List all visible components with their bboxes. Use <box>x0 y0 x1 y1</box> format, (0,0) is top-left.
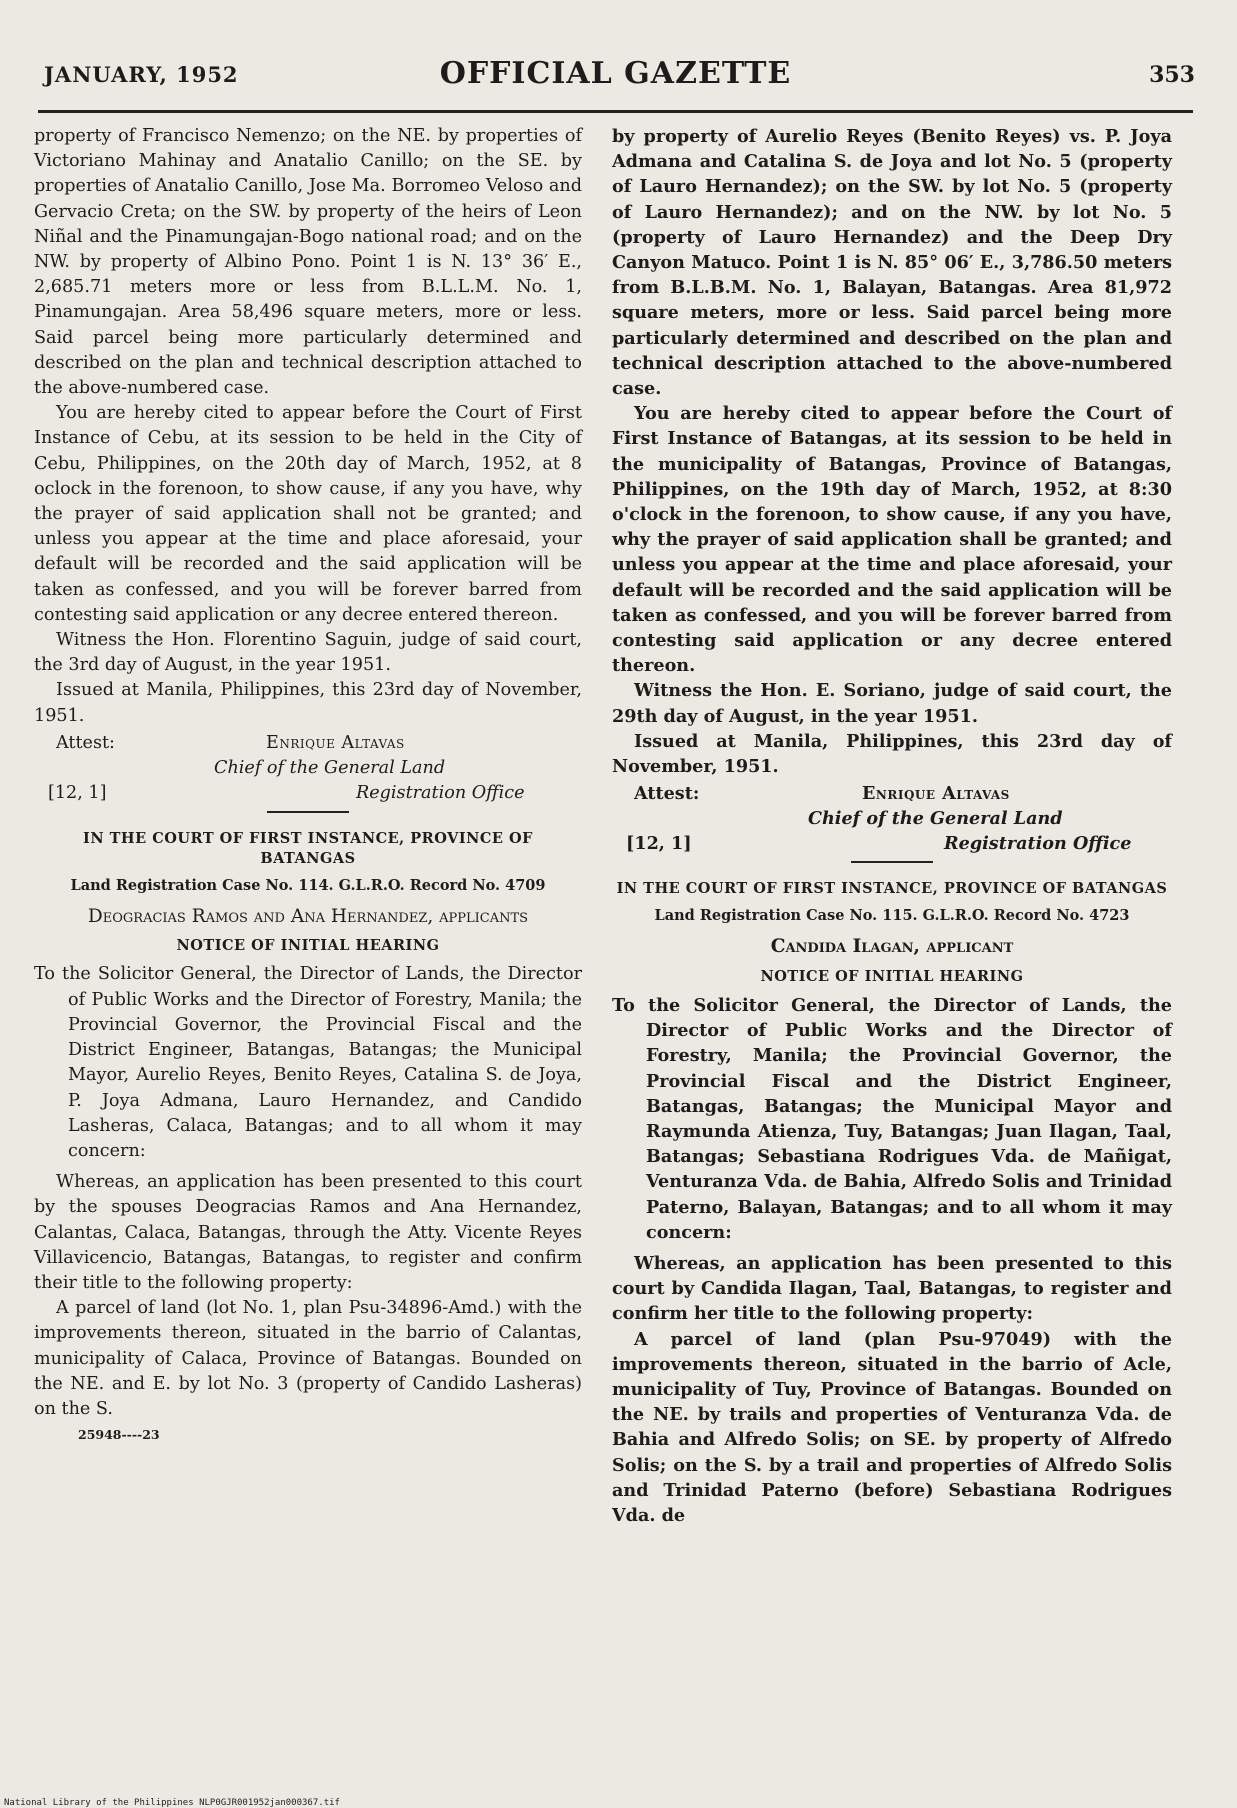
page-header <box>36 52 1195 98</box>
attest-title-line1: Chief of the General Land <box>808 808 1063 830</box>
attest-ref: [12, 1] <box>626 833 692 855</box>
right-attest-block <box>612 781 1172 855</box>
applicants-line: Deogracias Ramos and Ana Hernandez, applicants <box>87 906 529 928</box>
court-heading: IN THE COURT OF FIRST INSTANCE, PROVINCE OF BATANGAS <box>616 880 1168 898</box>
applicant-line: Candida Ilagan, applicant <box>770 936 1014 958</box>
right-para-property: by property of Aurelio Reyes (Benito Reyes) vs. P. Joya Admana and Catalina S. de Joya and lot No. 5 (property of Lauro Hernandez); on the SW. by lot No. 5 (property of Lauro Hernandez); and on the NW. by lot No. 5 (property of Lauro Hernandez) and the Deep Dry Canyon Matuco. Point 1 is N. 85° 06′ E., 3,786.50 meters from B.L.B.M. No. 1, Balayan, Batangas. Area 81,972 square meters, more or less. Said parcel being more particularly determined and described on the plan and technical description attached to the above-numbered case. <box>612 126 1172 400</box>
right-column <box>612 124 1172 1528</box>
whereas-para: Whereas, an application has been presented to this court by Candida Ilagan, Taal, Batangas, to register and confirm her title to the following property: <box>612 1252 1172 1325</box>
right-para-citation: You are hereby cited to appear before the Court of First Instance of Batangas, at its session to be held in the municipality of Batangas, Province of Batangas, Philippines, on the 19th day of March, 1952, at 8:30 o'clock in the forenoon, to show cause, if any you have, why the prayer of said application shall be granted; and unless you appear at the time and place aforesaid, your default will be recorded and the said application will be taken as confessed, and you will be forever barred from contesting said application or any decree entered thereon. <box>612 403 1172 677</box>
attest-title-line2: Registration Office <box>944 833 1132 855</box>
section-divider <box>267 811 349 813</box>
addressees: To the Solicitor General, the Director of Lands, the Director of Public Works and the Director of Forestry, Manila; the Provincial Governor, the Provincial Fiscal and the District Engineer, Batangas, Batangas; the Municipal Mayor, Aurelio Reyes, Benito Reyes, Catalina S. de Joya, P. Joya Admana, Lauro Hernandez, and Candido Lasheras, Calaca, Batangas; and to all whom it may concern: <box>34 964 582 1161</box>
print-code: 25948----23 <box>78 1427 160 1443</box>
left-para-citation: You are hereby cited to appear before the Court of First Instance of Cebu, at its session to be held in the City of Cebu, Philippines, on the 20th day of March, 1952, at 8 oclock in the forenoon, to show cause, if any you have, why the prayer of said application shall not be granted; and unless you appear at the time and place aforesaid, your default will be recorded and the said application will be taken as confessed, and you will be forever barred from contesting said application or any decree entered thereon. <box>34 403 582 625</box>
court-heading: IN THE COURT OF FIRST INSTANCE, PROVINCE OF BATANGAS <box>83 829 533 867</box>
attest-signatory: Enrique Altavas <box>266 732 405 753</box>
attest-title-line1: Chief of the General Land <box>214 757 446 778</box>
parcel-para: A parcel of land (plan Psu-97049) with the improvements thereon, situated in the barrio of Acle, municipality of Tuy, Province of Batangas. Bounded on the NE. by trails and properties of Venturanza Vda. de Bahia and Alfredo Solis; on SE. by property of Alfredo Solis; on the S. by a trail and properties of Alfredo Solis and Trinidad Paterno (before) Sebastiana Rodrigues Vda. de <box>612 1328 1172 1526</box>
header-title: OFFICIAL GAZETTE <box>439 56 792 91</box>
right-para-issued: Issued at Manila, Philippines, this 23rd day of November, 1951. <box>612 730 1172 778</box>
left-para-witness: Witness the Hon. Florentino Saguin, judge of said court, the 3rd day of August, in the year 1951. <box>34 630 582 676</box>
right-para-witness: Witness the Hon. E. Soriano, judge of said court, the 29th day of August, in the year 1951. <box>612 680 1172 727</box>
case-number-line: Land Registration Case No. 114. G.L.R.O. Record No. 4709 <box>70 876 546 894</box>
attest-label: Attest: <box>634 783 700 805</box>
left-para-issued: Issued at Manila, Philippines, this 23rd day of November, 1951. <box>34 680 582 726</box>
left-column <box>34 124 582 1447</box>
attest-label: Attest: <box>56 732 115 753</box>
attest-signatory: Enrique Altavas <box>862 783 1010 805</box>
header-rule <box>38 110 1193 113</box>
left-attest-block <box>34 731 582 803</box>
addressees: To the Solicitor General, the Director of Lands, the Director of Public Works and the Director of Forestry, Manila; the Provincial Governor, the Provincial Fiscal and the District Engineer, Batangas, Batangas; the Municipal Mayor and Raymunda Atienza, Tuy, Batangas; Juan Ilagan, Taal, Batangas; Sebastiana Rodrigues Vda. de Mañigat, Venturanza Vda. de Bahia, Alfredo Solis and Trinidad Paterno, Balayan, Batangas; and to all whom it may concern: <box>612 994 1172 1243</box>
scan-footer: National Library of the Philippines NLP0GJR001952jan000367.tif <box>4 1798 340 1808</box>
whereas-para: Whereas, an application has been presented to this court by the spouses Deogracias Ramos and Ana Hernandez, Calantas, Calaca, Batangas, through the Atty. Vicente Reyes Villavicencio, Batangas, Batangas, to register and confirm their title to the following property: <box>34 1172 582 1293</box>
notice-heading: NOTICE OF INITIAL HEARING <box>760 967 1024 985</box>
left-para-property: property of Francisco Nemenzo; on the NE. by properties of Victoriano Mahinay and Anatalio Canillo; on the SE. by properties of Anatalio Canillo, Jose Ma. Borromeo Veloso and Gervacio Creta; on the SW. by property of the heirs of Leon Niñal and the Pinamungajan-Bogo national road; and on the NW. by property of Albino Pono. Point 1 is N. 13° 36′ E., 2,685.71 meters more or less from B.L.L.M. No. 1, Pinamungajan. Area 58,496 square meters, more or less. Said parcel being more particularly determined and described on the plan and technical description attached to the above-numbered case. <box>34 126 582 399</box>
header-date: JANUARY, 1952 <box>44 62 239 87</box>
notice-heading: NOTICE OF INITIAL HEARING <box>176 937 440 955</box>
parcel-para: A parcel of land (lot No. 1, plan Psu-34896-Amd.) with the improvements thereon, situated in the barrio of Calantas, municipality of Calaca, Province of Batangas. Bounded on the NE. and E. by lot No. 3 (property of Candido Lasheras) on the S. <box>34 1298 582 1419</box>
case-number-line: Land Registration Case No. 115. G.L.R.O. Record No. 4723 <box>654 907 1130 925</box>
section-divider <box>851 861 933 863</box>
header-page-number: 353 <box>1149 62 1195 88</box>
attest-ref: [12, 1] <box>48 782 107 803</box>
attest-title-line2: Registration Office <box>356 782 525 803</box>
